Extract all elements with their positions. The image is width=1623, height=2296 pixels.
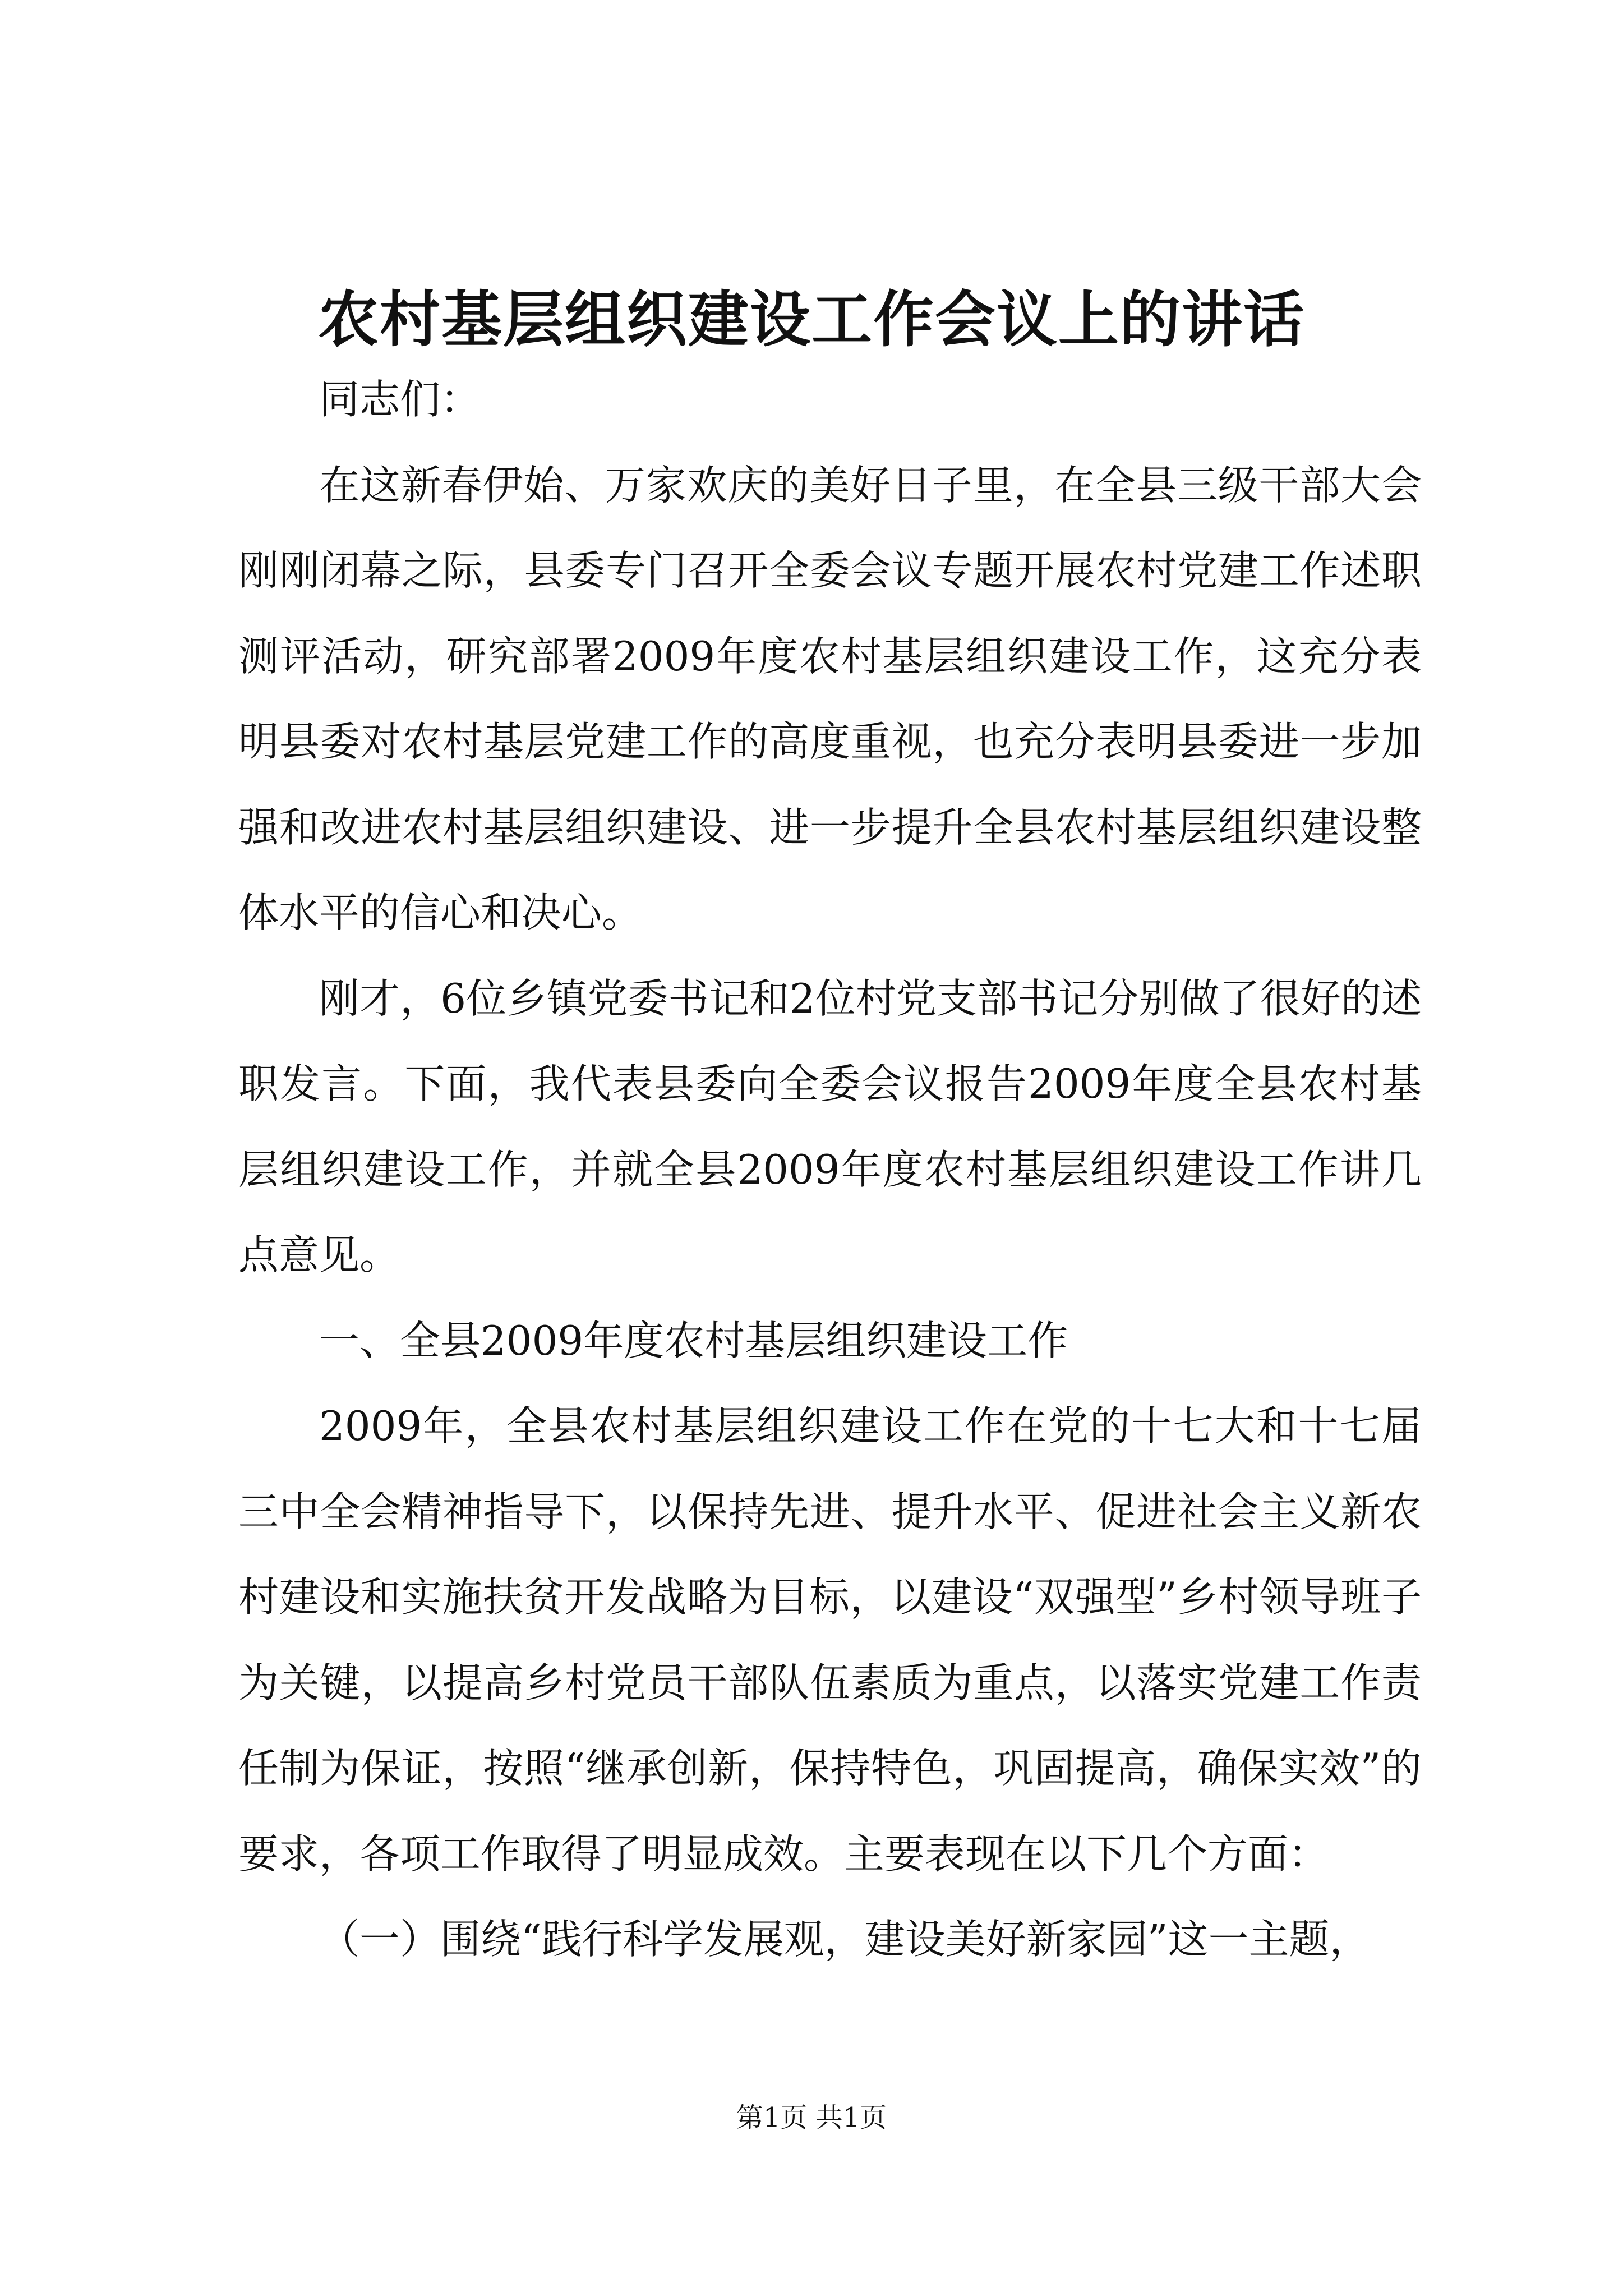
paragraph-intro: 在这新春伊始、万家欢庆的美好日子里，在全县三级干部大会刚刚闭幕之际，县委专门召开全委会议专题开展农村党建工作述职测评活动，研究部署2009年度农村基层组织建设工作，这充分表明县委对农村基层党建工作的高度重视，也充分表明县委进一步加强和改进农村基层组织建设、进一步提升全县农村基层组织建设整体水平的信心和决心。: [238, 461, 1422, 936]
section-heading: 一、全县2009年度农村基层组织建设工作: [319, 1317, 1068, 1364]
page-footer: 第1页 共1页: [736, 2102, 887, 2133]
paragraph-report-overview: 刚才，6位乡镇党委书记和2位村党支部书记分别做了很好的述职发言。下面，我代表县委向全委会议报告2009年度全县农村基层组织建设工作，并就全县2009年度农村基层组织建设工作讲几点意见。: [238, 974, 1422, 1278]
salutation: 同志们：: [319, 376, 481, 423]
document-body: [238, 357, 1422, 1982]
paragraph-2009-summary: 2009年，全县农村基层组织建设工作在党的十七大和十七届三中全会精神指导下，以保持先进、提升水平、促进社会主义新农村建设和实施扶贫开发战略为目标，以建设“双强型”乡村领导班子为关键，以提高乡村党员干部队伍素质为重点，以落实党建工作责任制为保证，按照“继承创新，保持特色，巩固提高，确保实效”的要求，各项工作取得了明显成效。主要表现在以下几个方面：: [238, 1402, 1422, 1878]
subsection-heading: （一）围绕“践行科学发展观，建设美好新家园”这一主题，: [319, 1916, 1370, 1963]
document-title: 农村基层组织建设工作会议上的讲话: [317, 284, 1305, 355]
